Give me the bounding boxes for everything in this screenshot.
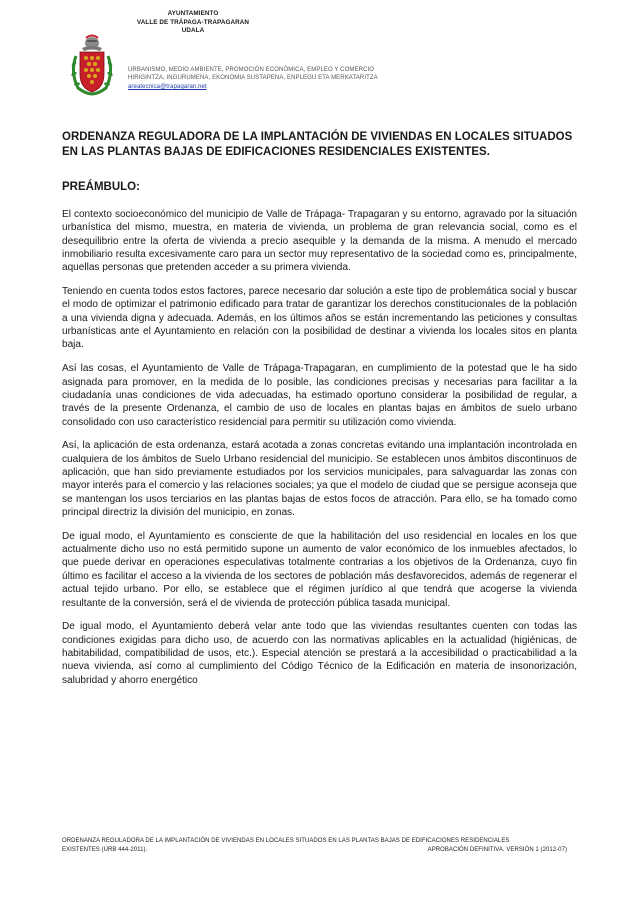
- department-line-es: URBANISMO, MEDIO AMBIENTE, PROMOCIÓN ECONÓMICA, EMPLEO Y COMERCIO: [128, 67, 374, 73]
- email-link[interactable]: areatecnica@trapagaran.net: [128, 83, 207, 90]
- footer-line: ORDENANZA REGULADORA DE LA IMPLANTACIÓN DE VIVIENDAS EN LOCALES SITUADOS EN LAS PLANTAS BAJAS DE EDIFICACIONES RESIDENCIALES: [62, 838, 510, 844]
- municipality-name: [118, 10, 268, 36]
- paragraph: El contexto socioeconómico del municipio de Valle de Trápaga- Trapagaran y su entorno, agravado por la situación urbanística del mismo, muestra, en materia de vivienda, un problema de gran relevancia social, como es el desequilibrio entre la oferta de vivienda a precio asequible y la demanda de la misma. A menudo el mercado inmobiliario resulta excesivamente caro para un sector muy representativo de la sociedad como es, principalmente, aquellas personas que pretenden acceder a su primera vivienda.: [62, 209, 577, 274]
- department-info: [128, 66, 378, 91]
- footer-reference: EXISTENTES (URB 444-2011).: [62, 847, 148, 853]
- document-title: ORDENANZA REGULADORA DE LA IMPLANTACIÓN DE VIVIENDAS EN LOCALES SITUADOS EN LAS PLANTAS BAJAS DE EDIFICACIONES RESIDENCIALES EXISTENTES.: [62, 131, 573, 159]
- paragraph: Así, la aplicación de esta ordenanza, estará acotada a zonas concretas evitando una implantación incontrolada en cualquiera de los ámbitos de Suelo Urbano residencial del municipio. Se establecen unos ámbitos discontinuos de aplicación, que han sido previamente estudiados por los servicios municipales, para salvaguardar las zonas con mayor interés para el comercio y las relaciones sociales; ya que el modelo de ciudad que se persigue aconseja que se mantengan los usos terciarios en las plantas bajas de estos focos de atracción. Para ello, se ha tomado como principal directriz la división del municipio, en zonas.: [62, 440, 577, 519]
- page-footer: [62, 837, 577, 855]
- paragraph: De igual modo, el Ayuntamiento es consciente de que la habilitación del uso residencial en locales en los que actualmente dicho uso no está permitido supone un aumento de valor económico de los inmuebles afectados, lo que puede derivar en operaciones especulativas totalmente contrarias a los objetivos de la Ordenanza, cuyo fin último es facilitar el acceso a la vivienda de los sectores de población más desfavorecidos, además de regenerar el actual tejido urbano. Por ello, se establece que el régimen jurídico al que tendrá que acogerse la vivienda resultante de la conversión, será el de vivienda de protección pública tasada municipal.: [62, 530, 577, 609]
- org-line: VALLE DE TRÁPAGA-TRAPAGARAN: [136, 18, 250, 26]
- coat-of-arms-icon: [66, 34, 118, 98]
- paragraph: Teniendo en cuenta todos estos factores, parece necesario dar solución a este tipo de problemática social y buscar el modo de optimizar el patrimonio edificado para tratar de garantizar los derechos constitucionales de la población a una vivienda digna y adecuada. Además, en los últimos años se están incrementando las peticiones y consultas urbanísticas ante el Ayuntamiento en relación con la posibilidad de destinar a vivienda los locales sitos en planta baja.: [62, 286, 577, 351]
- preamble-heading: PREÁMBULO:: [62, 181, 140, 193]
- department-line-eu: HIRIGINTZA, INGURUMENA, EKONOMIA SUSTAPENA, ENPLEGU ETA MERKATARITZA: [128, 75, 378, 82]
- paragraph: De igual modo, el Ayuntamiento deberá velar ante todo que las viviendas resultantes cuenten con todas las condiciones exigidas para dicho uso, de acuerdo con las normativas aplicables en la actualidad (higiénicas, de habitabilidad, compatibilidad de usos, etc.). Especial atención se prestará a la accesibilidad o practicabilidad a la nueva vivienda, así como al cumplimiento del Código Técnico de la Edificación en materia de insonorización, salubridad y ahorro energético: [62, 621, 577, 686]
- document-body: [62, 208, 577, 697]
- org-line: UDALA: [181, 27, 205, 35]
- org-line: AYUNTAMIENTO: [167, 10, 219, 17]
- footer-version: APROBACIÓN DEFINITIVA. VERSIÓN 1 (2012-07): [427, 847, 567, 853]
- paragraph: Así las cosas, el Ayuntamiento de Valle de Trápaga-Trapagaran, en cumplimiento de la potestad que le ha sido asignada para promover, en la medida de lo posible, las condiciones precisas y necesarias para facilitar a la ciudadanía unas condiciones de vida adecuadas, ha estimado oportuno considerar la posibilidad de regular, a través de la presente Ordenanza, el cambio de uso de locales en plantas bajas en ámbitos de suelo urbano consolidado con uso característico residencial para permitir su utilización como vivienda.: [62, 363, 577, 428]
